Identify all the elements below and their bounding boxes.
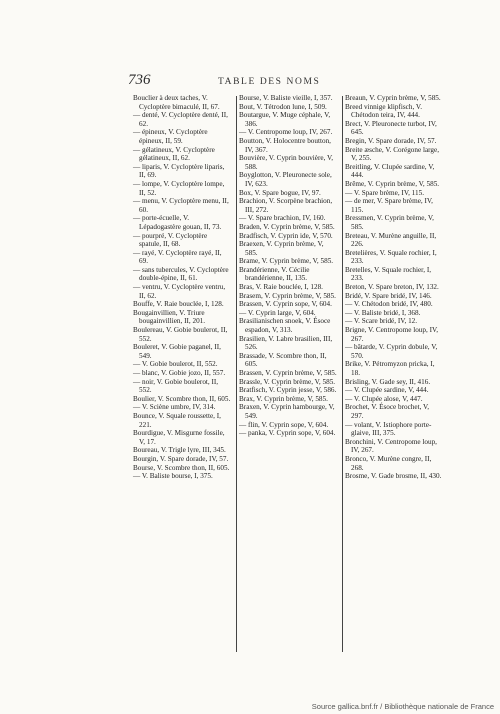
index-entry: — flin, V. Cyprin sope, V, 604. (239, 420, 329, 429)
index-entry: Braden, V. Cyprin brème, V, 585. (239, 222, 335, 231)
index-entry: — V. Spare brachion, IV, 160. (239, 214, 326, 223)
index-entry: Brachion, V. Scorpène brachion, III, 272. (239, 197, 333, 214)
index-entry: Braxen, V. Cyprin hambourge, V, 549. (239, 403, 335, 420)
index-entry: Breed vinnige klipfisch, V. Chétodon teira, IV, 444. (345, 102, 422, 120)
index-entry: Brigne, V. Centropome loup, IV, 267. (345, 326, 439, 343)
index-entry: Brike, V. Pétromyzon pricka, I, 18. (345, 360, 435, 377)
index-entry: — V. Sciène umbre, IV, 314. (133, 403, 216, 412)
index-entry: Boutargue, V. Muge céphale, V, 386. (239, 111, 331, 128)
index-entry: Bronchini, V. Centropome loup, IV, 267. (345, 437, 437, 455)
index-entry: Bridé, V. Spare bridé, IV, 146. (345, 291, 432, 300)
index-entry: — sans tubercules, V. Cycloptère double-épine, II, 61. (133, 265, 229, 283)
index-entry: — denté, V. Cycloptère denté, II, 62. (133, 111, 228, 128)
index-entry: Bressmen, V. Cyprin brème, V, 585. (345, 214, 434, 231)
index-entry: Bretelières, V. Squale rochier, I, 233. (345, 248, 437, 266)
index-entry: Brassle, V. Cyprin brème, V, 585. (239, 377, 336, 386)
page-number: 736 (128, 72, 151, 88)
index-entry: Bout, V. Tétrodon lune, I, 509. (239, 102, 327, 111)
page-header (128, 72, 428, 94)
index-entry: — V. Baliste bourse, I, 375. (133, 472, 213, 481)
index-columns (133, 94, 442, 654)
index-entry: Brassade, V. Scombre thon, II, 605. (239, 351, 327, 369)
index-entry: — ventru, V. Cycloptère ventru, II, 62. (133, 283, 226, 300)
index-entry: — pourpré, V. Cycloptère spatule, II, 68. (133, 231, 208, 249)
index-entry: Bourse, V. Scombre thon, II, 605. (133, 463, 230, 472)
index-entry: Breaun, V. Cyprin brème, V, 585. (345, 94, 441, 102)
index-entry: Boureau, V. Trigle lyre, III, 345. (133, 446, 226, 455)
index-entry: Boulereau, V. Gobie boulerot, II, 552. (133, 326, 228, 343)
column-rule (236, 96, 237, 652)
index-entry: Brassen, V. Cyprin sope, V, 604. (239, 300, 332, 309)
index-entry: Brochet, V. Ésoce brochet, V, 297. (345, 403, 430, 420)
index-entry: Boulier, V. Scombre thon, II, 605. (133, 394, 231, 403)
index-entry: Bougainvillien, V. Triure bougainvillien, II, 201. (133, 308, 206, 326)
index-entry: Bras, V. Raie bouclée, I, 128. (239, 283, 323, 292)
index-entry: — liparis, V. Cycloptère liparis, II, 69. (133, 162, 225, 180)
index-entry: — V. Chétodon bridé, IV, 480. (345, 300, 433, 309)
index-entry: — volant, V. Istiophore porte-glaive, III, 375. (345, 420, 432, 438)
index-entry: — rayé, V. Cycloptère rayé, II, 69. (133, 248, 222, 266)
running-head: TABLE DES NOMS (218, 77, 321, 87)
index-entry: — bâtarde, V. Cyprin dobule, V, 570. (345, 343, 438, 360)
column-rule (342, 96, 343, 652)
index-entry: — V. Gobie boulerot, II, 552. (133, 360, 218, 369)
index-entry: Bourgin, V. Spare dorade, IV, 57. (133, 454, 229, 463)
index-entry: Braexen, V. Cyprin brème, V, 585. (239, 240, 324, 257)
index-entry: Boutton, V. Holocentre boutton, IV, 367. (239, 136, 331, 154)
index-entry: Bratfisch, V. Cyprin jesse, V, 586. (239, 386, 337, 395)
index-entry: Brame, V. Cyprin brème, V, 585. (239, 257, 334, 266)
index-entry: Brasilianischen snoek, V. Ésoce espadon, V, 313. (239, 317, 331, 335)
index-entry: — porte-écuelle, V. Lépadogastère gouan, II, 73. (133, 214, 222, 231)
index-entry: Breteau, V. Murène anguille, II, 226. (345, 231, 437, 249)
index-entry: Bretelles, V. Squale rochier, I, 233. (345, 265, 432, 283)
index-entry: Bourse, V. Baliste vieille, I, 357. (239, 94, 333, 102)
index-entry: Bouclier à deux taches, V. Cycloptère bimaculé, II, 67. (133, 94, 220, 111)
index-entry: Brax, V. Cyprin brème, V, 585. (239, 394, 328, 403)
index-entry: Box, V. Spare bogue, IV, 97. (239, 188, 321, 197)
index-entry: Brassen, V. Cyprin brème, V, 585. (239, 369, 337, 377)
index-entry: Brême, V. Cyprin brème, V, 585. (345, 179, 440, 188)
index-entry: Breton, V. Spare breton, IV, 132. (345, 283, 439, 292)
index-entry: — V. Centropome loup, IV, 267. (239, 128, 333, 137)
index-entry: — V. Scare bridé, IV, 12. (345, 317, 418, 326)
index-entry: Breitling, V. Clupée sardine, V, 444. (345, 162, 435, 180)
index-entry: Bouffe, V. Raie bouclée, I, 128. (133, 300, 224, 309)
index-entry: Brect, V. Pleuronecte turbot, IV, 645. (345, 119, 437, 137)
index-entry: — V. Cyprin large, V, 604. (239, 308, 316, 317)
index-entry: Bouvière, V. Cyprin bouvière, V, 588. (239, 154, 334, 171)
index-entry: Bregin, V. Spare dorade, IV, 57. (345, 136, 437, 145)
index-entry: — V. Clupée sardine, V, 444. (345, 386, 429, 395)
index-entry: Brisling, V. Gade sey, II, 416. (345, 377, 431, 386)
index-entry: Brosme, V. Gade brosme, II, 430. (345, 472, 442, 481)
index-entry: — menu, V. Cycloptère menu, II, 60. (133, 197, 229, 214)
index-entry: — blanc, V. Gobie jozo, II, 557. (133, 369, 226, 377)
index-entry: — de mer, V. Spare brème, IV, 115. (345, 197, 433, 214)
index-entry: Boyglotton, V. Pleuronecte sole, IV, 623. (239, 171, 332, 188)
index-entry: Breite æsche, V. Corégone large, V, 255. (345, 145, 440, 163)
index-entry: Bronco, V. Murène congre, II, 268. (345, 454, 432, 472)
index-entry: Brandérienne, V. Cécilie brandérienne, II, 135. (239, 265, 310, 283)
index-entry: Bouleret, V. Gobie paganel, II, 549. (133, 343, 221, 360)
index-entry: — V. Spare brème, IV, 115. (345, 188, 424, 197)
index-entry: — V. Clupée alose, V, 447. (345, 394, 423, 403)
index-column-1 (133, 94, 231, 481)
index-entry: — gélatineux, V. Cycloptère gélatineux, II, 62. (133, 145, 215, 163)
index-column-3 (345, 94, 443, 481)
index-entry: Bradfisch, V. Cyprin ide, V, 570. (239, 231, 333, 240)
index-entry: Bourdigue, V. Misgurne fossile, V, 17. (133, 429, 225, 446)
source-credit: Source gallica.bnf.fr / Bibliothèque nationale de France (311, 702, 494, 711)
index-column-2 (239, 94, 337, 438)
index-entry: Bounce, V. Squale roussette, I, 221. (133, 411, 221, 429)
index-entry: — noir, V. Gobie boulerot, II, 552. (133, 377, 219, 395)
index-entry: — lompe, V. Cycloptère lompe, II, 52. (133, 179, 225, 197)
index-entry: — V. Baliste bridé, I, 368. (345, 308, 421, 317)
index-entry: — épineux, V. Cycloptère épineux, II, 59. (133, 128, 208, 145)
index-entry: Brasilien, V. Labre brasilien, III, 526. (239, 334, 333, 352)
index-entry: — panka, V. Cyprin sope, V, 604. (239, 429, 336, 438)
index-entry: Brasem, V. Cyprin brème, V, 585. (239, 291, 336, 300)
